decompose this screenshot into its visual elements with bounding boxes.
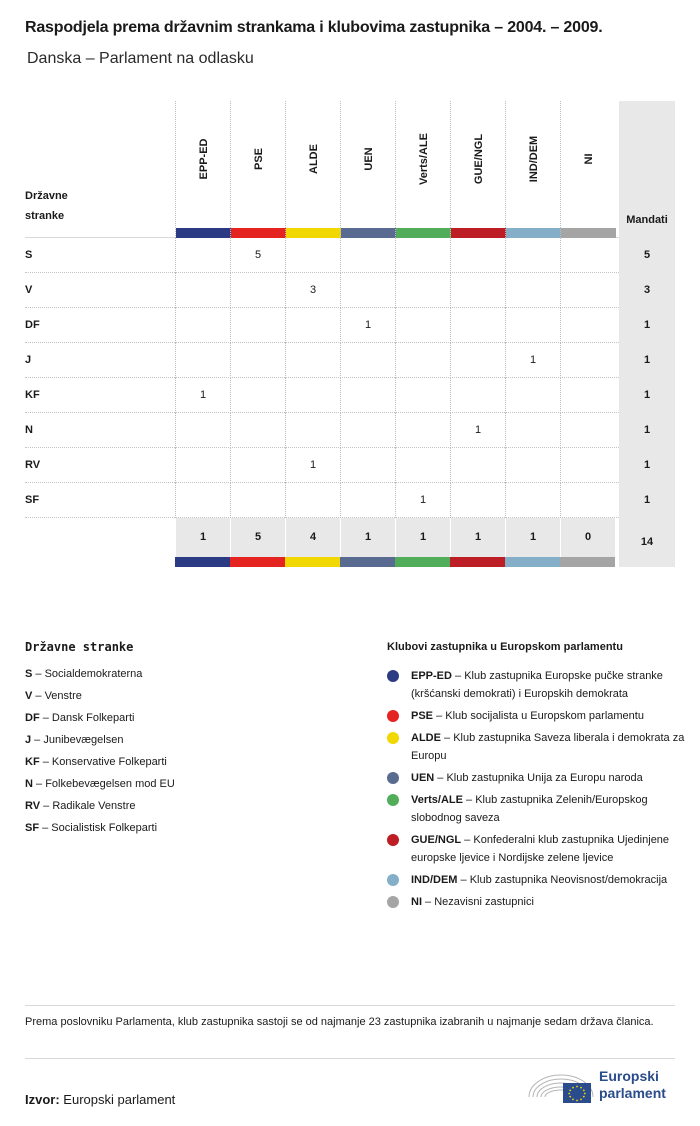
- seat-cell: [505, 238, 560, 273]
- row-total-cell: 1: [619, 343, 675, 378]
- political-groups-legend: [387, 641, 687, 915]
- seat-cell: [175, 413, 230, 448]
- seat-cell: [285, 238, 340, 273]
- seat-cell: [230, 308, 285, 343]
- group-color-bar: [561, 228, 616, 238]
- group-color-bar: [395, 557, 450, 567]
- group-color-bar: [341, 228, 396, 238]
- seat-cell: [395, 343, 450, 378]
- group-abbr: EPP-ED: [197, 138, 210, 180]
- table-row: [25, 413, 675, 448]
- group-color-bar: [230, 557, 285, 567]
- row-total-cell: 1: [619, 378, 675, 413]
- table-row: [25, 483, 675, 518]
- seat-cell: [230, 378, 285, 413]
- seat-cell: [230, 448, 285, 483]
- legend-party-item: SF – Socialistisk Folkeparti: [25, 822, 158, 834]
- legend-group-item: IND/DEM – Klub zastupnika Neovisnost/demokracija: [387, 871, 687, 889]
- seat-cell: [505, 448, 560, 483]
- seat-cell: [230, 273, 285, 308]
- seat-cell: [285, 343, 340, 378]
- legend-group-item: UEN – Klub zastupnika Unija za Europu naroda: [387, 769, 687, 787]
- table-body: [25, 238, 675, 518]
- seat-cell: [285, 308, 340, 343]
- column-header: [450, 101, 505, 238]
- group-color-dot-icon: [387, 670, 399, 682]
- seat-cell: [340, 378, 395, 413]
- eu-parliament-hemicycle-icon: [527, 1067, 595, 1105]
- legend-group-item: NI – Nezavisni zastupnici: [387, 893, 687, 911]
- group-color-bar: [560, 557, 615, 567]
- source-line: Izvor: Europski parlament: [25, 1092, 176, 1107]
- national-parties-legend: [25, 640, 345, 839]
- row-total-cell: 1: [619, 448, 675, 483]
- column-header: [285, 101, 340, 238]
- group-color-bar: [231, 228, 286, 238]
- seat-cell: [175, 448, 230, 483]
- grand-total-cell: 14: [619, 518, 675, 567]
- table-row: [25, 238, 675, 273]
- seat-cell: [175, 238, 230, 273]
- legend-party-item: DF – Dansk Folkeparti: [25, 712, 135, 724]
- legend-party-item: V – Venstre: [25, 690, 82, 702]
- group-color-bar: [451, 228, 506, 238]
- seat-cell: 3: [285, 273, 340, 308]
- group-color-bar: [175, 557, 230, 567]
- seat-cell: [395, 238, 450, 273]
- party-abbr: V: [25, 284, 33, 296]
- divider: [25, 1058, 675, 1059]
- group-total-cell: 1: [175, 518, 230, 557]
- seat-cell: [505, 413, 560, 448]
- group-color-dot-icon: [387, 710, 399, 722]
- group-color-bar: [340, 557, 395, 567]
- seat-cell: [395, 378, 450, 413]
- row-total-cell: 1: [619, 483, 675, 518]
- seat-cell: [175, 483, 230, 518]
- legend-party-item: J – Junibevægelsen: [25, 734, 124, 746]
- page-title: Raspodjela prema državnim strankama i klubovima zastupnika – 2004. – 2009.: [25, 19, 603, 36]
- seat-cell: [230, 343, 285, 378]
- group-total-cell: 4: [285, 518, 340, 557]
- column-header: [175, 101, 230, 238]
- seat-cell: [395, 413, 450, 448]
- column-header: [505, 101, 560, 238]
- seat-cell: [175, 273, 230, 308]
- group-color-dot-icon: [387, 874, 399, 886]
- seat-cell: [395, 308, 450, 343]
- table-row: [25, 448, 675, 483]
- group-color-dot-icon: [387, 732, 399, 744]
- seat-cell: 1: [340, 308, 395, 343]
- legend-group-item: GUE/NGL – Konfederalni klub zastupnika Ujedinjene europske ljevice i Nordijske zelene ljevice: [387, 831, 687, 867]
- legend-group-item: PSE – Klub socijalista u Europskom parlamentu: [387, 707, 687, 725]
- legend-party-item: KF – Konservative Folkeparti: [25, 756, 167, 768]
- seat-cell: 1: [395, 483, 450, 518]
- seat-cell: [230, 413, 285, 448]
- seat-cell: [450, 483, 505, 518]
- group-abbr: UEN: [362, 147, 375, 171]
- column-header: [340, 101, 395, 238]
- footnote: Prema poslovniku Parlamenta, klub zastupnika sastoji se od najmanje 23 zastupnika izabranih u najmanje sedam država članica.: [25, 1016, 654, 1028]
- row-header-label: Državne stranke: [25, 190, 68, 222]
- group-abbr: GUE/NGL: [472, 133, 485, 185]
- group-color-bar: [285, 557, 340, 567]
- national-parties-legend-title: Državne stranke: [25, 640, 134, 654]
- seat-cell: [395, 273, 450, 308]
- seat-cell: [230, 483, 285, 518]
- group-color-bar: [176, 228, 231, 238]
- group-color-dot-icon: [387, 834, 399, 846]
- seat-cell: [560, 413, 615, 448]
- group-color-bar: [286, 228, 341, 238]
- seat-cell: [560, 343, 615, 378]
- group-abbr: ALDE: [307, 144, 320, 174]
- table-header: [25, 101, 675, 238]
- row-total-cell: 5: [619, 238, 675, 273]
- group-abbr: IND/DEM: [527, 135, 540, 183]
- seat-cell: [450, 238, 505, 273]
- logo-text: Europski parlament: [599, 1068, 666, 1101]
- seat-cell: 5: [230, 238, 285, 273]
- party-abbr: N: [25, 424, 33, 436]
- seat-cell: [560, 448, 615, 483]
- group-total-cell: 1: [450, 518, 505, 557]
- column-header: [560, 101, 615, 238]
- group-color-bar: [505, 557, 560, 567]
- party-abbr: S: [25, 249, 33, 261]
- legend-group-item: Verts/ALE – Klub zastupnika Zelenih/Europskog slobodnog saveza: [387, 791, 687, 827]
- seat-cell: [560, 378, 615, 413]
- seat-cell: [175, 308, 230, 343]
- group-color-bar: [506, 228, 561, 238]
- column-header: [230, 101, 285, 238]
- mandati-column-header: Mandati: [619, 101, 675, 238]
- seat-cell: 1: [505, 343, 560, 378]
- group-abbr: NI: [582, 153, 595, 165]
- seat-cell: [560, 273, 615, 308]
- seat-cell: [450, 343, 505, 378]
- row-total-cell: 3: [619, 273, 675, 308]
- row-total-cell: 1: [619, 308, 675, 343]
- table-row: [25, 378, 675, 413]
- group-total-cell: 1: [395, 518, 450, 557]
- seat-cell: [285, 413, 340, 448]
- seat-cell: [560, 238, 615, 273]
- party-abbr: J: [25, 354, 32, 366]
- seat-cell: [340, 448, 395, 483]
- seat-cell: [560, 483, 615, 518]
- seat-cell: [340, 273, 395, 308]
- seat-cell: 1: [285, 448, 340, 483]
- seat-cell: [340, 343, 395, 378]
- seat-distribution-table: [25, 101, 675, 567]
- seat-cell: [175, 343, 230, 378]
- table-row: [25, 273, 675, 308]
- legend-party-item: N – Folkebevægelsen mod EU: [25, 778, 175, 790]
- seat-cell: 1: [175, 378, 230, 413]
- group-total-cell: 0: [560, 518, 615, 557]
- group-color-dot-icon: [387, 772, 399, 784]
- seat-cell: [450, 378, 505, 413]
- seat-cell: [505, 308, 560, 343]
- seat-cell: 1: [450, 413, 505, 448]
- row-total-cell: 1: [619, 413, 675, 448]
- column-header: [395, 101, 450, 238]
- group-abbr: Verts/ALE: [417, 133, 430, 185]
- totals-row: [25, 518, 675, 567]
- group-abbr: PSE: [252, 147, 265, 171]
- political-groups-legend-title: Klubovi zastupnika u Europskom parlamentu: [387, 641, 623, 653]
- seat-cell: [450, 273, 505, 308]
- seat-cell: [285, 378, 340, 413]
- seat-cell: [340, 483, 395, 518]
- legend-party-item: S – Socialdemokraterna: [25, 668, 143, 680]
- party-abbr: RV: [25, 459, 41, 471]
- party-abbr: SF: [25, 494, 40, 506]
- seat-cell: [340, 413, 395, 448]
- group-total-cell: 5: [230, 518, 285, 557]
- group-color-dot-icon: [387, 896, 399, 908]
- legend-party-item: RV – Radikale Venstre: [25, 800, 136, 812]
- seat-cell: [340, 238, 395, 273]
- european-parliament-logo: [527, 1067, 677, 1107]
- table-row: [25, 308, 675, 343]
- seat-cell: [285, 483, 340, 518]
- party-abbr: KF: [25, 389, 40, 401]
- group-total-cell: 1: [340, 518, 395, 557]
- seat-cell: [560, 308, 615, 343]
- divider: [25, 1005, 675, 1006]
- seat-cell: [505, 273, 560, 308]
- group-total-cell: 1: [505, 518, 560, 557]
- group-color-bar: [450, 557, 505, 567]
- seat-cell: [450, 308, 505, 343]
- group-color-bar: [396, 228, 451, 238]
- seat-cell: [505, 378, 560, 413]
- seat-cell: [395, 448, 450, 483]
- party-abbr: DF: [25, 319, 40, 331]
- table-row: [25, 343, 675, 378]
- seat-cell: [505, 483, 560, 518]
- seat-cell: [450, 448, 505, 483]
- legend-group-item: ALDE – Klub zastupnika Saveza liberala i demokrata za Europu: [387, 729, 687, 765]
- legend-group-item: EPP-ED – Klub zastupnika Europske pučke stranke (kršćanski demokrati) i Europskih demokrata: [387, 667, 687, 703]
- page-subtitle: Danska – Parlament na odlasku: [27, 50, 254, 67]
- group-color-dot-icon: [387, 794, 399, 806]
